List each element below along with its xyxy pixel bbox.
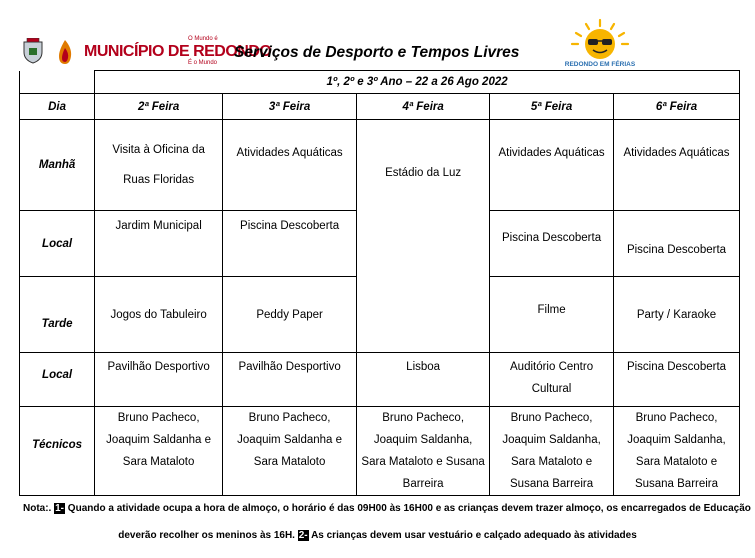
tecnico-line: Joaquim Saldanha e	[106, 434, 212, 446]
local2-row	[20, 353, 740, 407]
municipality-name: MUNICÍPIO DE REDONDO	[84, 43, 272, 60]
cell-tue-tecnicos	[223, 407, 357, 496]
tecnico-line: Bruno Pacheco,	[382, 412, 465, 424]
redondo-em-ferias-logo	[560, 18, 640, 68]
cell-mon-local2: Pavilhão Desportivo	[95, 353, 223, 407]
footnote-number: 2-	[298, 530, 308, 541]
logo-text: REDONDO EM FÉRIAS	[564, 61, 636, 68]
cell-text: Estádio da Luz	[385, 167, 462, 179]
tecnico-line: Susana Barreira	[634, 478, 719, 490]
row-label-tecnicos: Técnicos	[20, 407, 95, 496]
cell-thu-local2	[490, 353, 614, 407]
cell-thu-tecnicos	[490, 407, 614, 496]
tecnico-line: Bruno Pacheco,	[248, 412, 331, 424]
cell-wed-local2: Lisboa	[357, 353, 490, 407]
footnote-text: deverão recolher os meninos às 16H.	[118, 530, 298, 541]
day-header: 4ª Feira	[357, 94, 490, 120]
footnote-prefix: Nota:.	[23, 503, 52, 514]
cell-fri-local1: Piscina Descoberta	[614, 211, 740, 277]
footnote-line-1	[23, 503, 751, 514]
cell-mon-manha	[95, 120, 223, 211]
cell-line: Visita à Oficina da	[112, 144, 205, 156]
cell-thu-tarde: Filme	[490, 277, 614, 353]
tecnico-line: Bruno Pacheco,	[510, 412, 593, 424]
tecnico-line: Susana Barreira	[510, 478, 594, 490]
day-header: 5ª Feira	[490, 94, 614, 120]
cell-fri-manha: Atividades Aquáticas	[614, 120, 740, 211]
schedule-table	[19, 70, 740, 496]
tecnico-line: Sara Mataloto e	[635, 456, 718, 468]
day-header: 3ª Feira	[223, 94, 357, 120]
day-header: 2ª Feira	[95, 94, 223, 120]
cell-tue-local2: Pavilhão Desportivo	[223, 353, 357, 407]
footnote-text: As crianças devem usar vestuário e calçado adequado às atividades	[308, 530, 637, 541]
tecnico-line: Barreira	[402, 478, 444, 490]
cell-fri-local2: Piscina Descoberta	[614, 353, 740, 407]
day-header: 6ª Feira	[614, 94, 740, 120]
tecnico-line: Joaquim Saldanha,	[627, 434, 726, 446]
cell-mon-local1: Jardim Municipal	[95, 211, 223, 277]
manha-row	[20, 120, 740, 211]
tecnicos-row	[20, 407, 740, 496]
tecnico-line: Sara Mataloto e	[510, 456, 593, 468]
coat-of-arms-icon	[22, 38, 44, 64]
row-label-local: Local	[20, 353, 95, 407]
footnote-line-2	[0, 530, 755, 541]
municipality-logo-icon	[54, 38, 76, 66]
cell-tue-manha: Atividades Aquáticas	[223, 120, 357, 211]
cell-tue-local1: Piscina Descoberta	[223, 211, 357, 277]
cell-line: Ruas Floridas	[123, 174, 195, 186]
cell-mon-tarde: Jogos do Tabuleiro	[95, 277, 223, 353]
corner-day-label: Dia	[20, 94, 95, 120]
tecnico-line: Sara Mataloto	[253, 456, 326, 468]
cell-mon-tecnicos	[95, 407, 223, 496]
tecnico-line: Joaquim Saldanha,	[373, 434, 473, 446]
municipality-tagline-top: O Mundo é	[188, 36, 218, 42]
cell-tue-tarde: Peddy Paper	[223, 277, 357, 353]
cell-thu-local1: Piscina Descoberta	[490, 211, 614, 277]
tecnico-line: Bruno Pacheco,	[117, 412, 200, 424]
cell-fri-tarde: Party / Karaoke	[614, 277, 740, 353]
cell-line: Cultural	[531, 383, 572, 395]
cell-thu-manha: Atividades Aquáticas	[490, 120, 614, 211]
footnote-text: Quando a atividade ocupa a hora de almoço, o horário é das 09H00 às 16H00 e as crianças devem trazer almoço, os encarregados de Educação	[65, 503, 751, 514]
cell-wed-manha	[357, 120, 490, 353]
tecnico-line: Sara Mataloto e Susana	[361, 456, 485, 468]
cell-fri-tecnicos	[614, 407, 740, 496]
footnote-number: 1-	[55, 503, 65, 514]
row-label-local: Local	[20, 211, 95, 277]
row-label-manha: Manhã	[20, 120, 95, 211]
tecnico-line: Sara Mataloto	[122, 456, 195, 468]
days-row	[20, 94, 740, 120]
page-title: Serviços de Desporto e Tempos Livres	[234, 44, 520, 61]
tecnico-line: Joaquim Saldanha e	[237, 434, 343, 446]
row-label-tarde: Tarde	[20, 277, 95, 353]
period-header: 1º, 2º e 3º Ano – 22 a 26 Ago 2022	[95, 71, 740, 94]
tecnico-line: Joaquim Saldanha,	[502, 434, 601, 446]
cell-line: Auditório Centro	[510, 361, 594, 373]
page-header	[0, 0, 755, 70]
municipality-tagline-bottom: É o Mundo	[188, 60, 218, 66]
tecnico-line: Bruno Pacheco,	[635, 412, 718, 424]
cell-wed-tecnicos	[357, 407, 490, 496]
